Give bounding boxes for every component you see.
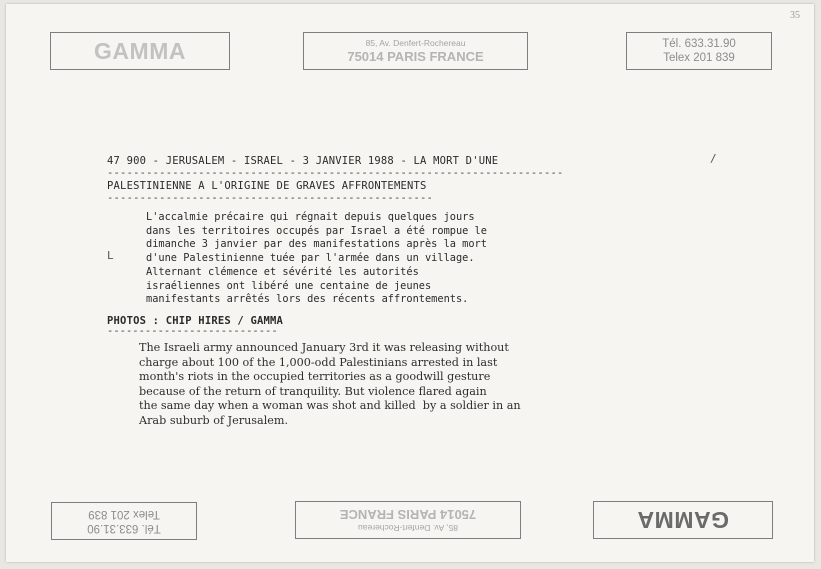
english-line: charge about 100 of the 1,000-odd Palestinians arrested in last	[139, 355, 498, 369]
contact-box-top	[626, 32, 772, 70]
french-line: d'une Palestinienne tuée par l'armée dans un village.	[146, 252, 475, 265]
english-line: the same day when a woman was shot and killed by a soldier in an	[139, 399, 521, 413]
headline-line-2: PALESTINIENNE A L'ORIGINE DE GRAVES AFFRONTEMENTS	[107, 180, 427, 192]
telephone: Tél. 633.31.90	[662, 38, 736, 50]
english-line: Arab suburb of Jerusalem.	[139, 413, 289, 427]
corner-handwritten-note: 35	[790, 10, 800, 21]
tick-mark: /	[710, 152, 717, 165]
address-city: 75014 PARIS FRANCE	[347, 48, 484, 64]
gamma-logo-box-top	[50, 32, 230, 70]
english-line: The Israeli army announced January 3rd it was releasing without	[139, 341, 509, 354]
french-line: dimanche 3 janvier par des manifestations après la mort	[146, 238, 487, 251]
caption-sheet	[6, 4, 814, 562]
telex: Telex 201 839	[663, 52, 735, 64]
french-paragraph	[146, 211, 616, 307]
address-street: 85, Av. Denfert-Rochereau	[358, 523, 458, 534]
gamma-logo-box-bottom	[593, 501, 773, 539]
english-line: month's riots in the occupied territories as a goodwill gesture	[139, 370, 491, 384]
headline-rule-1: ----------------------------------------------------------------------	[107, 169, 564, 177]
gamma-logo: GAMMA	[94, 37, 186, 64]
telephone: Tél. 633.31.90	[87, 522, 161, 534]
address-street: 85, Av. Denfert-Rochereau	[365, 37, 466, 48]
french-line: Alternant clémence et sévérité les autorités	[146, 265, 419, 278]
english-line: because of the return of tranquility. But violence flared again	[139, 384, 487, 398]
contact-box-bottom	[51, 502, 197, 540]
telex: Telex 201 839	[88, 508, 160, 520]
headline-line-1: 47 900 - JERUSALEM - ISRAEL - 3 JANVIER 1988 - LA MORT D'UNE	[107, 155, 499, 167]
margin-mark: L	[107, 249, 114, 262]
photo-credit: PHOTOS : CHIP HIRES / GAMMA	[107, 315, 284, 327]
french-line: dans les territoires occupés par Israel a été rompue le	[146, 224, 487, 237]
french-line: manifestants arrêtés lors des récents affrontements.	[146, 293, 469, 306]
address-city: 75014 PARIS FRANCE	[339, 507, 477, 523]
address-box-top	[303, 32, 528, 70]
photo-credit-rule: ---------------------------	[107, 327, 278, 335]
headline-rule-2: --------------------------------------------------	[107, 194, 434, 202]
french-line: israéliennes ont libéré une centaine de jeunes	[146, 279, 432, 292]
french-line: L'accalmie précaire qui régnait depuis quelques jours	[146, 211, 475, 223]
address-box-bottom	[295, 501, 521, 539]
gamma-logo: GAMMA	[637, 507, 729, 534]
english-paragraph	[139, 341, 699, 429]
